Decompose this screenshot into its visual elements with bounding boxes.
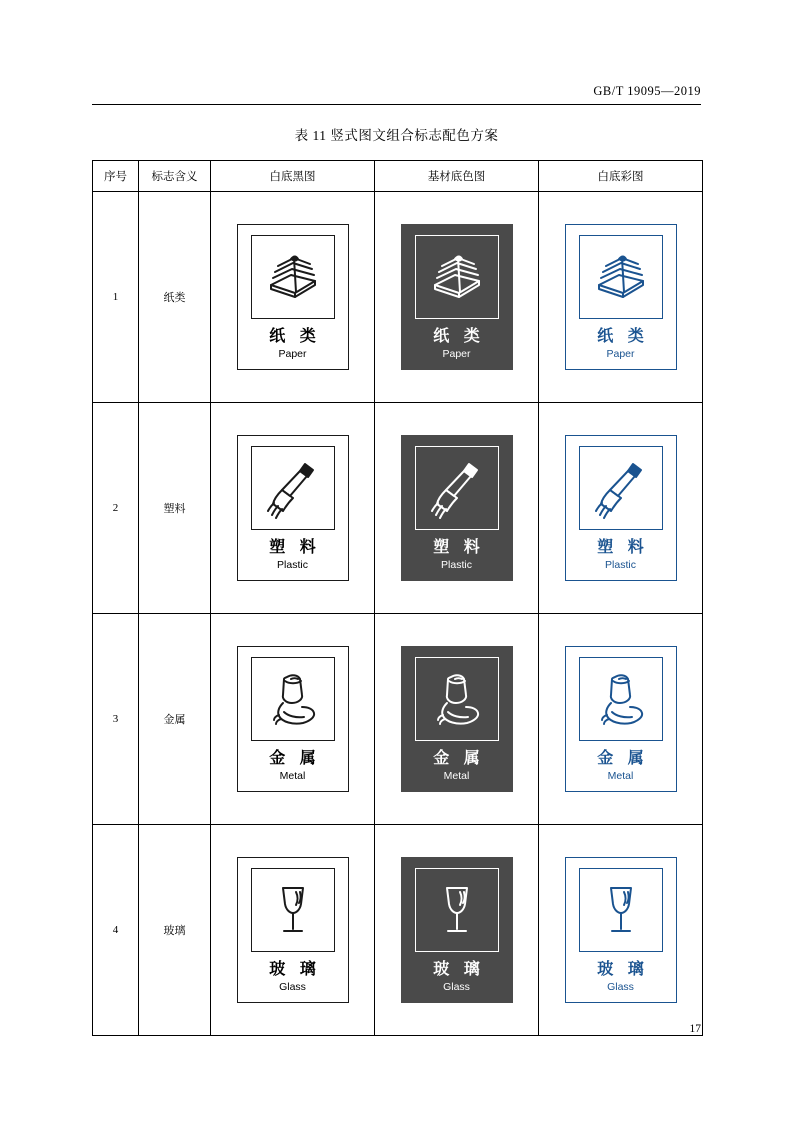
sign-label-cn: 塑 料 [597, 539, 649, 557]
column-header-substrate: 基材底色图 [375, 161, 539, 192]
sign-label-cn: 纸 类 [597, 328, 649, 346]
row-number: 2 [93, 403, 139, 614]
paper-stack-icon [251, 235, 335, 319]
header-divider [92, 104, 701, 105]
sign-label-cn: 玻 璃 [597, 961, 649, 979]
sign-block [565, 224, 677, 369]
sign-white-color-metal [539, 614, 703, 825]
metal-can-icon [579, 657, 663, 741]
table-title: 表 11 竖式图文组合标志配色方案 [294, 128, 499, 143]
sign-block [565, 646, 677, 791]
table-row [93, 825, 703, 1036]
sign-label-en: Plastic [605, 559, 636, 571]
row-meaning: 纸类 [139, 192, 211, 403]
sign-block [237, 224, 349, 369]
sign-label-en: Plastic [441, 559, 472, 571]
column-header-meaning: 标志含义 [139, 161, 211, 192]
sign-block [401, 224, 513, 369]
sign-block [565, 435, 677, 580]
sign-white-black-glass [211, 825, 375, 1036]
metal-can-icon [415, 657, 499, 741]
sign-block [237, 857, 349, 1002]
sign-block [401, 646, 513, 791]
standard-code-header: GB/T 19095—2019 [593, 84, 701, 98]
sign-label-en: Paper [278, 348, 307, 360]
sign-label-en: Metal [607, 770, 634, 782]
page-number: 17 [689, 1023, 701, 1035]
paper-stack-icon [415, 235, 499, 319]
plastic-bottle-icon [415, 446, 499, 530]
table-header-row [93, 161, 703, 192]
sign-label-cn: 纸 类 [433, 328, 485, 346]
row-meaning: 塑料 [139, 403, 211, 614]
plastic-bottle-icon [251, 446, 335, 530]
sign-white-color-plastic [539, 403, 703, 614]
sign-block [401, 857, 513, 1002]
sign-label-en: Glass [279, 981, 306, 993]
row-number: 3 [93, 614, 139, 825]
row-meaning: 玻璃 [139, 825, 211, 1036]
sign-substrate-metal [375, 614, 539, 825]
column-header-white-color: 白底彩图 [539, 161, 703, 192]
sign-label-en: Plastic [277, 559, 308, 571]
sign-block [237, 646, 349, 791]
table-row [93, 192, 703, 403]
sign-label-cn: 纸 类 [269, 328, 321, 346]
sign-label-en: Glass [607, 981, 634, 993]
row-number: 4 [93, 825, 139, 1036]
table-row [93, 403, 703, 614]
paper-stack-icon [579, 235, 663, 319]
sign-white-color-glass [539, 825, 703, 1036]
sign-substrate-plastic [375, 403, 539, 614]
plastic-bottle-icon [579, 446, 663, 530]
sign-block [401, 435, 513, 580]
sign-label-en: Metal [279, 770, 306, 782]
metal-can-icon [251, 657, 335, 741]
sign-label-cn: 金 属 [597, 750, 649, 768]
glass-cup-icon [415, 868, 499, 952]
row-number: 1 [93, 192, 139, 403]
sign-label-cn: 玻 璃 [433, 961, 485, 979]
sign-block [565, 857, 677, 1002]
column-header-no: 序号 [93, 161, 139, 192]
sign-color-scheme-table [92, 160, 703, 1036]
sign-label-cn: 玻 璃 [269, 961, 321, 979]
sign-white-black-paper [211, 192, 375, 403]
column-header-white-black: 白底黑图 [211, 161, 375, 192]
sign-label-cn: 塑 料 [433, 539, 485, 557]
table-row [93, 614, 703, 825]
sign-label-cn: 金 属 [269, 750, 321, 768]
sign-label-en: Glass [443, 981, 470, 993]
sign-substrate-glass [375, 825, 539, 1036]
sign-white-black-metal [211, 614, 375, 825]
sign-block [237, 435, 349, 580]
glass-cup-icon [251, 868, 335, 952]
sign-white-black-plastic [211, 403, 375, 614]
glass-cup-icon [579, 868, 663, 952]
sign-label-cn: 塑 料 [269, 539, 321, 557]
sign-label-en: Paper [442, 348, 471, 360]
sign-label-en: Paper [606, 348, 635, 360]
sign-substrate-paper [375, 192, 539, 403]
sign-label-cn: 金 属 [433, 750, 485, 768]
row-meaning: 金属 [139, 614, 211, 825]
sign-label-en: Metal [443, 770, 470, 782]
sign-white-color-paper [539, 192, 703, 403]
